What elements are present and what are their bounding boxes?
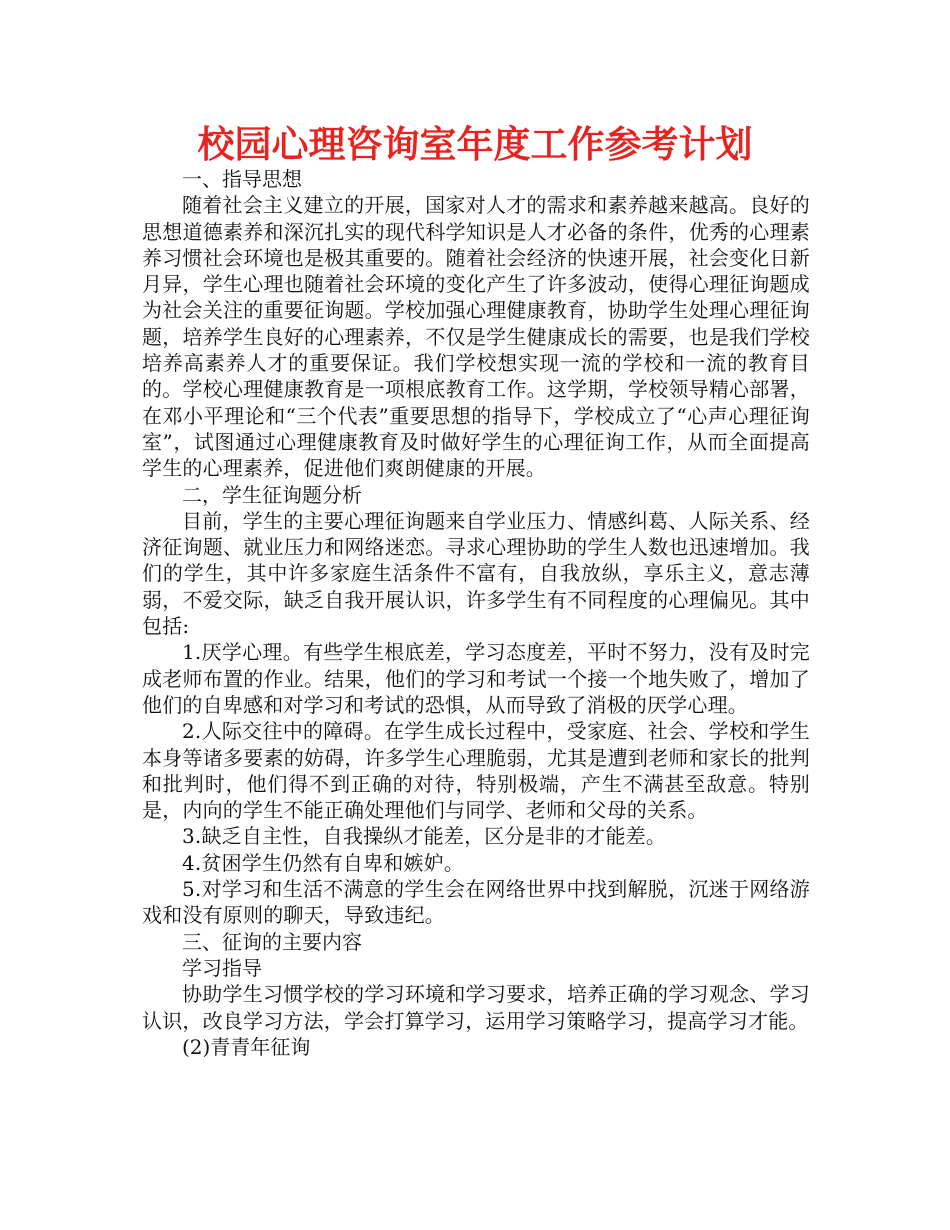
list-item-3: 3.缺乏自主性，自我操纵才能差，区分是非的才能差。: [182, 824, 667, 849]
list-item-4: 4.贫困学生仍然有自卑和嫉妒。: [182, 850, 465, 875]
subheading-youth-counseling: (2)青青年征询: [182, 1034, 311, 1059]
section-heading-main-content: 三、征询的主要内容: [182, 929, 362, 954]
paragraph-study-guidance: 协助学生习惯学校的学习环境和学习要求，培养正确的学习观念、学习认识，改良学习方法，学会打算学习，运用学习策略学习，提高学习才能。: [142, 982, 810, 1033]
paragraph-guiding-ideology: 随着社会主义建立的开展，国家对人才的需求和素养越来越高。良好的思想道德素养和深沉扎实的现代科学知识是人才必备的条件，优秀的心理素养习惯社会环境也是极其重要的。随着社会经济的快速开展，社会变化日新月异，学生心理也随着社会环境的变化产生了许多波动，使得心理征询题成为社会关注的重要征询题。学校加强心理健康教育，协助学生处理心理征询题，培养学生良好的心理素养，不仅是学生健康成长的需要，也是我们学校培养高素养人才的重要保证。我们学校想实现一流的学校和一流的教育目的。学校心理健康教育是一项根底教育工作。这学期，学校领导精心部署，在邓小平理论和“三个代表”重要思想的指导下，学校成立了“心声心理征询室”，试图通过心理健康教育及时做好学生的心理征询工作，从而全面提高学生的心理素养，促进他们爽朗健康的开展。: [142, 193, 810, 481]
subheading-study-guidance: 学习指导: [182, 955, 262, 980]
list-item-1: 1.厌学心理。有些学生根底差，学习态度差，平时不努力，没有及时完成老师布置的作业。结果，他们的学习和考试一个接一个地失败了，增加了他们的自卑感和对学习和考试的恐惧，从而导致了消极的厌学心理。: [142, 640, 810, 717]
document-body: [142, 166, 810, 1060]
list-item-5: 5.对学习和生活不满意的学生会在网络世界中找到解脱，沉迷于网络游戏和没有原则的聊天，导致违纪。: [142, 877, 810, 928]
paragraph-student-analysis: 目前，学生的主要心理征询题来自学业压力、情感纠葛、人际关系、经济征询题、就业压力和网络迷恋。寻求心理协助的学生人数也迅速增加。我们的学生，其中许多家庭生活条件不富有，自我放纵，享乐主义，意志薄弱，不爱交际，缺乏自我开展认识，许多学生有不同程度的心理偏见。其中包括:: [142, 508, 810, 639]
section-heading-guiding-ideology: 一、指导思想: [182, 167, 302, 191]
section-heading-student-analysis: 二，学生征询题分析: [182, 482, 362, 507]
list-item-2: 2.人际交往中的障碍。在学生成长过程中，受家庭、社会、学校和学生本身等诸多要素的妨碍，许多学生心理脆弱，尤其是遭到老师和家长的批判和批判时，他们得不到正确的对待，特别极端，产生不满甚至敌意。特别是，内向的学生不能正确处理他们与同学、老师和父母的关系。: [142, 719, 810, 823]
document-title: 校园心理咨询室年度工作参考计划: [197, 123, 753, 166]
